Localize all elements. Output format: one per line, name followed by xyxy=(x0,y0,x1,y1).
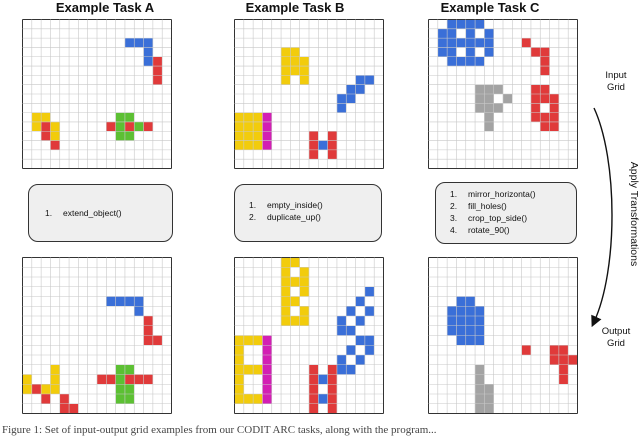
grid-cell-yellow xyxy=(253,394,262,404)
grid-cell-red xyxy=(550,103,559,112)
grid-cell-magenta xyxy=(262,384,271,394)
task-c-input-grid xyxy=(428,19,578,169)
grid-cell-gray xyxy=(484,103,493,112)
program-step: 4. rotate_90() xyxy=(450,225,510,235)
grid-cell-yellow xyxy=(244,365,253,375)
figure-caption: Figure 1: Set of input-output grid examples from our CODIT ARC tasks, along with the program... xyxy=(2,424,437,436)
grid-cell-yellow xyxy=(290,47,299,56)
grid-cell-red xyxy=(144,316,153,326)
grid-cell-yellow xyxy=(281,297,290,307)
grid-cell-yellow xyxy=(235,122,244,131)
grid-cell-green xyxy=(125,113,134,122)
grid-cell-yellow xyxy=(281,75,290,84)
program-step: 1. empty_inside() xyxy=(249,200,323,210)
grid-cell-red xyxy=(309,365,318,375)
grid-cell-gray xyxy=(494,85,503,94)
grid-cell-red xyxy=(106,375,115,385)
grid-cell-red xyxy=(144,122,153,131)
grid-cell-magenta xyxy=(262,375,271,385)
grid-cell-yellow xyxy=(281,277,290,287)
task-b-input-grid xyxy=(234,19,384,169)
grid-cell-yellow xyxy=(50,375,59,385)
grid-cell-yellow xyxy=(290,316,299,326)
grid-cell-yellow xyxy=(244,336,253,346)
grid-cell-yellow xyxy=(253,113,262,122)
grid-cell-red xyxy=(106,122,115,131)
grid-cell-red xyxy=(60,394,69,404)
grid-cell-red xyxy=(550,122,559,131)
grid-cell-blue xyxy=(346,306,355,316)
grid-cell-yellow xyxy=(300,277,309,287)
grid-cell-red xyxy=(328,375,337,385)
grid-cell-blue xyxy=(484,29,493,38)
grid-cell-red xyxy=(531,103,540,112)
grid-cell-red xyxy=(50,141,59,150)
grid-cell-yellow xyxy=(300,57,309,66)
grid-cell-red xyxy=(97,375,106,385)
grid-cell-blue xyxy=(365,287,374,297)
grid-cell-blue xyxy=(475,316,484,326)
grid-cell-red xyxy=(309,404,318,414)
grid-cell-yellow xyxy=(235,141,244,150)
grid-cell-gray xyxy=(484,122,493,131)
grid-cell-yellow xyxy=(32,113,41,122)
grid-cell-blue xyxy=(365,336,374,346)
grid-cell-blue xyxy=(134,38,143,47)
grid-cell-red xyxy=(309,384,318,394)
grid-cell-yellow xyxy=(23,384,32,394)
grid-cell-blue xyxy=(466,20,475,29)
grid-cell-blue xyxy=(466,306,475,316)
grid-cell-blue xyxy=(484,38,493,47)
grid-cell-blue xyxy=(346,85,355,94)
grid-cell-blue xyxy=(475,326,484,336)
grid-cell-blue xyxy=(475,306,484,316)
task-a-title: Example Task A xyxy=(55,0,155,15)
grid-cell-blue xyxy=(337,355,346,365)
grid-cell-blue xyxy=(365,75,374,84)
grid-cell-red xyxy=(309,394,318,404)
grid-cell-red xyxy=(531,113,540,122)
grid-cell-yellow xyxy=(253,336,262,346)
grid-cell-green xyxy=(116,384,125,394)
grid-cell-yellow xyxy=(281,66,290,75)
grid-cell-green xyxy=(116,113,125,122)
grid-cell-red xyxy=(41,394,50,404)
grid-cell-red xyxy=(309,141,318,150)
grid-cell-blue xyxy=(337,94,346,103)
grid-cell-blue xyxy=(447,29,456,38)
grid-cell-blue xyxy=(456,316,465,326)
grid-cell-red xyxy=(559,345,568,355)
grid-cell-red xyxy=(328,404,337,414)
grid-cell-yellow xyxy=(281,306,290,316)
grid-cell-blue xyxy=(125,297,134,307)
grid-cell-blue xyxy=(337,365,346,375)
grid-cell-blue xyxy=(466,29,475,38)
grid-cell-red xyxy=(144,326,153,336)
grid-cell-yellow xyxy=(300,75,309,84)
grid-cell-blue xyxy=(456,20,465,29)
grid-cell-magenta xyxy=(262,131,271,140)
grid-cell-magenta xyxy=(262,345,271,355)
grid-cell-red xyxy=(41,131,50,140)
grid-cell-blue xyxy=(447,326,456,336)
grid-cell-blue xyxy=(318,375,327,385)
grid-cell-yellow xyxy=(300,287,309,297)
grid-cell-yellow xyxy=(235,365,244,375)
grid-cell-red xyxy=(134,375,143,385)
grid-cell-magenta xyxy=(262,355,271,365)
grid-cell-red xyxy=(328,384,337,394)
curved-arrow-icon xyxy=(580,100,620,330)
grid-cell-gray xyxy=(475,375,484,385)
grid-cell-gray xyxy=(475,394,484,404)
task-a-output-grid xyxy=(22,257,172,414)
grid-cell-blue xyxy=(484,47,493,56)
grid-cell-red xyxy=(540,57,549,66)
grid-cell-green xyxy=(125,131,134,140)
grid-cell-blue xyxy=(456,336,465,346)
grid-cell-magenta xyxy=(262,336,271,346)
grid-cell-red xyxy=(559,355,568,365)
grid-cell-blue xyxy=(346,326,355,336)
grid-cell-blue xyxy=(356,316,365,326)
grid-cell-red xyxy=(559,375,568,385)
grid-cell-red xyxy=(522,345,531,355)
grid-cell-blue xyxy=(438,38,447,47)
task-b-output-grid xyxy=(234,257,384,414)
grid-cell-yellow xyxy=(253,131,262,140)
grid-cell-yellow xyxy=(50,365,59,375)
grid-cell-red xyxy=(125,375,134,385)
grid-cell-green xyxy=(125,394,134,404)
grid-cell-blue xyxy=(144,57,153,66)
grid-cell-blue xyxy=(447,57,456,66)
grid-cell-yellow xyxy=(244,141,253,150)
grid-cell-blue xyxy=(356,297,365,307)
grid-cell-red xyxy=(153,57,162,66)
task-b-program-list xyxy=(249,199,381,223)
program-step: 2. fill_holes() xyxy=(450,201,507,211)
grid-cell-blue xyxy=(466,336,475,346)
grid-cell-blue xyxy=(447,306,456,316)
grid-cell-yellow xyxy=(244,394,253,404)
grid-cell-blue xyxy=(337,326,346,336)
grid-cell-blue xyxy=(466,47,475,56)
grid-cell-blue xyxy=(466,38,475,47)
grid-cell-blue xyxy=(346,94,355,103)
grid-cell-red xyxy=(60,404,69,414)
program-step: 3. crop_top_side() xyxy=(450,213,528,223)
grid-cell-yellow xyxy=(300,66,309,75)
grid-cell-red xyxy=(144,336,153,346)
grid-cell-blue xyxy=(346,365,355,375)
grid-cell-red xyxy=(309,150,318,159)
grid-cell-blue xyxy=(447,316,456,326)
grid-cell-blue xyxy=(475,38,484,47)
grid-cell-gray xyxy=(484,404,493,414)
grid-cell-yellow xyxy=(235,336,244,346)
grid-cell-yellow xyxy=(50,384,59,394)
grid-cell-gray xyxy=(484,94,493,103)
grid-cell-red xyxy=(153,66,162,75)
grid-cell-blue xyxy=(456,38,465,47)
grid-cell-red xyxy=(153,336,162,346)
grid-cell-yellow xyxy=(235,131,244,140)
grid-cell-yellow xyxy=(235,384,244,394)
task-c-output-grid xyxy=(428,257,578,414)
grid-cell-red xyxy=(540,66,549,75)
output-grid-label: Output Grid xyxy=(601,326,631,349)
grid-cell-red xyxy=(559,365,568,375)
grid-cell-red xyxy=(328,141,337,150)
grid-cell-blue xyxy=(447,47,456,56)
grid-cell-gray xyxy=(484,394,493,404)
grid-cell-blue xyxy=(356,85,365,94)
grid-cell-blue xyxy=(466,326,475,336)
grid-cell-red xyxy=(540,94,549,103)
grid-cell-yellow xyxy=(290,57,299,66)
grid-cell-yellow xyxy=(244,113,253,122)
grid-cell-magenta xyxy=(262,113,271,122)
grid-cell-red xyxy=(144,375,153,385)
input-grid-label: Input Grid xyxy=(605,70,627,93)
grid-cell-blue xyxy=(337,316,346,326)
grid-cell-red xyxy=(531,47,540,56)
grid-cell-gray xyxy=(475,384,484,394)
grid-cell-yellow xyxy=(281,57,290,66)
grid-cell-red xyxy=(540,122,549,131)
grid-cell-red xyxy=(309,131,318,140)
grid-cell-red xyxy=(540,47,549,56)
grid-cell-red xyxy=(531,85,540,94)
grid-cell-gray xyxy=(475,404,484,414)
grid-cell-blue xyxy=(466,316,475,326)
grid-cell-red xyxy=(328,150,337,159)
grid-cell-green xyxy=(125,384,134,394)
task-a-input-grid xyxy=(22,19,172,169)
task-c-title: Example Task C xyxy=(440,0,540,15)
grid-cell-red xyxy=(540,85,549,94)
grid-cell-blue xyxy=(356,355,365,365)
task-a-program-list xyxy=(45,207,172,219)
grid-cell-yellow xyxy=(244,122,253,131)
grid-cell-blue xyxy=(144,47,153,56)
task-a-program-box xyxy=(28,184,173,242)
grid-cell-gray xyxy=(475,85,484,94)
grid-cell-yellow xyxy=(235,113,244,122)
grid-cell-green xyxy=(116,375,125,385)
grid-cell-red xyxy=(522,38,531,47)
grid-cell-red xyxy=(550,94,559,103)
grid-cell-red xyxy=(153,75,162,84)
grid-cell-blue xyxy=(365,306,374,316)
grid-cell-blue xyxy=(456,297,465,307)
grid-cell-yellow xyxy=(281,47,290,56)
grid-cell-magenta xyxy=(262,394,271,404)
grid-cell-blue xyxy=(337,103,346,112)
grid-cell-red xyxy=(328,365,337,375)
grid-cell-gray xyxy=(475,94,484,103)
grid-cell-blue xyxy=(125,38,134,47)
grid-cell-yellow xyxy=(300,316,309,326)
grid-cell-blue xyxy=(318,141,327,150)
grid-cell-yellow xyxy=(300,267,309,277)
grid-cell-yellow xyxy=(32,122,41,131)
grid-cell-yellow xyxy=(235,394,244,404)
grid-cell-red xyxy=(41,122,50,131)
grid-cell-red xyxy=(550,345,559,355)
task-b-program-box xyxy=(234,184,382,242)
grid-cell-yellow xyxy=(235,355,244,365)
grid-cell-gray xyxy=(475,365,484,375)
grid-cell-yellow xyxy=(281,316,290,326)
grid-cell-green xyxy=(116,122,125,131)
grid-cell-green xyxy=(125,365,134,375)
grid-cell-yellow xyxy=(23,375,32,385)
grid-cell-red xyxy=(328,394,337,404)
grid-cell-blue xyxy=(456,326,465,336)
grid-cell-yellow xyxy=(281,258,290,268)
grid-cell-red xyxy=(568,355,577,365)
grid-cell-blue xyxy=(438,29,447,38)
grid-cell-yellow xyxy=(235,345,244,355)
grid-cell-red xyxy=(309,375,318,385)
grid-cell-blue xyxy=(318,394,327,404)
grid-cell-magenta xyxy=(262,365,271,375)
grid-cell-red xyxy=(540,113,549,122)
grid-cell-blue xyxy=(134,297,143,307)
grid-cell-blue xyxy=(447,38,456,47)
grid-cell-red xyxy=(328,131,337,140)
grid-cell-yellow xyxy=(300,306,309,316)
grid-cell-gray xyxy=(484,113,493,122)
grid-cell-green xyxy=(116,394,125,404)
grid-cell-gray xyxy=(503,94,512,103)
grid-cell-gray xyxy=(494,103,503,112)
grid-cell-blue xyxy=(466,57,475,66)
grid-cell-red xyxy=(125,122,134,131)
grid-cell-red xyxy=(69,404,78,414)
grid-cell-blue xyxy=(475,57,484,66)
grid-cell-blue xyxy=(475,20,484,29)
grid-cell-blue xyxy=(365,345,374,355)
program-step: 1. mirror_horizonta() xyxy=(450,189,536,199)
grid-cell-yellow xyxy=(290,297,299,307)
grid-cell-blue xyxy=(456,306,465,316)
grid-cell-yellow xyxy=(235,375,244,385)
grid-cell-yellow xyxy=(281,267,290,277)
grid-cell-yellow xyxy=(50,131,59,140)
task-c-program-box xyxy=(435,182,577,244)
grid-cell-green xyxy=(116,365,125,375)
grid-cell-yellow xyxy=(244,131,253,140)
grid-cell-yellow xyxy=(41,113,50,122)
grid-cell-gray xyxy=(484,85,493,94)
grid-cell-blue xyxy=(466,297,475,307)
grid-cell-gray xyxy=(475,103,484,112)
grid-cell-green xyxy=(116,131,125,140)
grid-cell-red xyxy=(531,94,540,103)
grid-cell-blue xyxy=(456,57,465,66)
grid-cell-blue xyxy=(356,75,365,84)
grid-cell-blue xyxy=(144,38,153,47)
grid-cell-blue xyxy=(106,297,115,307)
grid-cell-yellow xyxy=(290,277,299,287)
grid-cell-red xyxy=(32,384,41,394)
task-c-program-list xyxy=(450,188,576,236)
grid-cell-blue xyxy=(134,306,143,316)
grid-cell-yellow xyxy=(253,122,262,131)
grid-cell-blue xyxy=(475,336,484,346)
grid-cell-gray xyxy=(484,384,493,394)
program-step: 1. extend_object() xyxy=(45,208,122,218)
grid-cell-yellow xyxy=(290,66,299,75)
grid-cell-blue xyxy=(346,345,355,355)
grid-cell-green xyxy=(134,122,143,131)
grid-cell-blue xyxy=(438,47,447,56)
grid-cell-blue xyxy=(116,297,125,307)
grid-cell-yellow xyxy=(290,258,299,268)
grid-cell-yellow xyxy=(281,287,290,297)
program-step: 2. duplicate_up() xyxy=(249,212,321,222)
grid-cell-blue xyxy=(356,336,365,346)
grid-cell-yellow xyxy=(41,384,50,394)
task-b-title: Example Task B xyxy=(245,0,345,15)
grid-cell-yellow xyxy=(50,122,59,131)
grid-cell-yellow xyxy=(253,365,262,375)
grid-cell-yellow xyxy=(253,141,262,150)
apply-transformations-label: Apply Transformations xyxy=(628,161,640,267)
grid-cell-blue xyxy=(447,20,456,29)
grid-cell-magenta xyxy=(262,122,271,131)
grid-cell-red xyxy=(550,355,559,365)
grid-cell-magenta xyxy=(262,141,271,150)
grid-cell-red xyxy=(550,113,559,122)
